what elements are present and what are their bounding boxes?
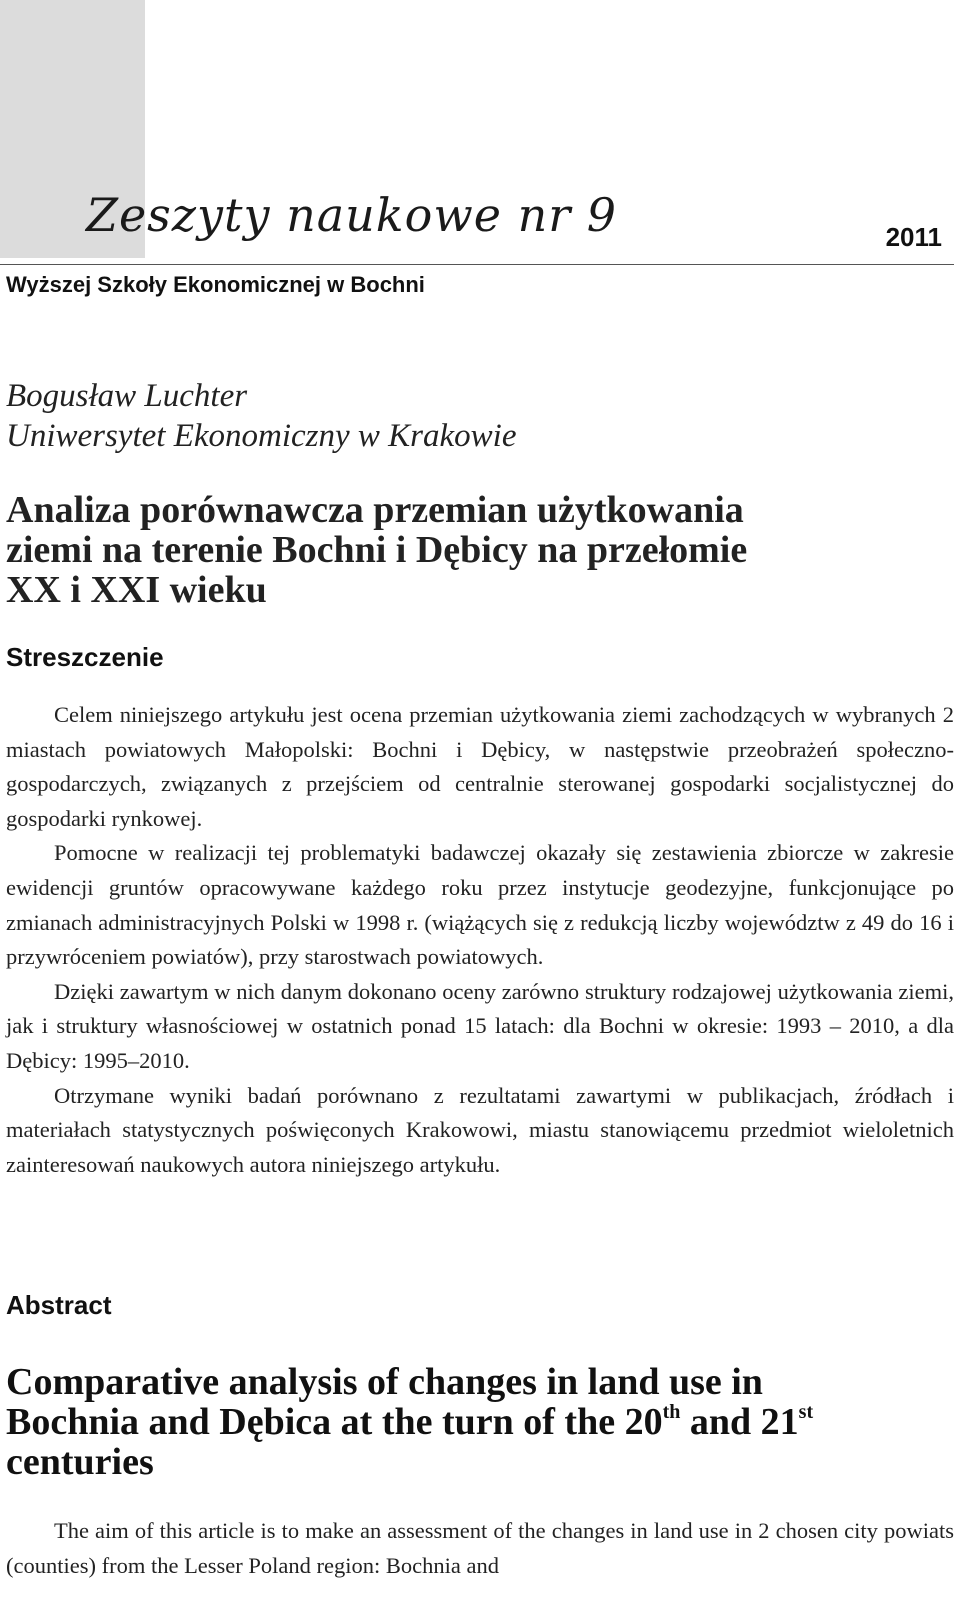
journal-title: Zeszyty naukowe nr 9 [86,188,618,242]
title-line: ziemi na terenie Bochni i Dębicy na przełomie [6,529,748,571]
abstract-body [6,1514,954,1583]
author-name: Bogusław Luchter [6,378,248,414]
abstract-heading: Abstract [6,1290,112,1320]
streszczenie-body [6,698,954,1182]
title-line: Comparative analysis of changes in land use in [6,1361,763,1403]
article-title-polish [6,490,906,610]
title-line: XX i XXI wieku [6,569,267,611]
author-block [6,376,517,456]
article-title-english [6,1362,946,1482]
streszczenie-paragraph: Dzięki zawartym w nich danym dokonano oceny zarówno struktury rodzajowej użytkowania ziemi, jak i struktury własnościowej w ostatnich ponad 15 latach: dla Bochni w okresie: 1993 – 2010, a dla Dębicy: 1995–2010. [6,978,954,1073]
journal-year: 2011 [885,222,942,252]
header-rule [0,264,954,265]
title-fragment: Bochnia and Dębica at the turn of the 20 [6,1401,663,1443]
title-superscript: th [662,1401,681,1423]
title-fragment: and 21 [680,1401,799,1443]
streszczenie-paragraph: Otrzymane wyniki badań porównano z rezultatami zawartymi w publikacjach, źródłach i materiałach statystycznych poświęconych Krakowowi, miastu stanowiącemu przedmiot wieloletnich zainteresowań naukowych autora niniejszego artykułu. [6,1082,954,1177]
title-line: Analiza porównawcza przemian użytkowania [6,489,744,531]
abstract-paragraph: The aim of this article is to make an assessment of the changes in land use in 2 chosen city powiats (counties) from the Lesser Poland region: Bochnia and [6,1518,954,1578]
streszczenie-heading: Streszczenie [6,642,164,672]
title-line: centuries [6,1441,154,1483]
title-line [6,1402,946,1442]
title-superscript: st [798,1401,814,1423]
streszczenie-paragraph: Celem niniejszego artykułu jest ocena przemian użytkowania ziemi zachodzących w wybranych 2 miastach powiatowych Małopolski: Bochni i Dębicy, w następstwie przeobrażeń społeczno-gospodarczych, związanych z przejściem od centralnie sterowanej gospodarki socjalistycznej do gospodarki rynkowej. [6,702,954,831]
school-name: Wyższej Szkoły Ekonomicznej w Bochni [6,272,425,297]
streszczenie-paragraph: Pomocne w realizacji tej problematyki badawczej okazały się zestawienia zbiorcze w zakresie ewidencji gruntów opracowywane każdego roku przez instytucje geodezyjne, funkcjonujące po zmianach administracyjnych Polski w 1998 r. (wiążących się z redukcją liczby województw z 49 do 16 i przywróceniem powiatów), przy starostwach powiatowych. [6,840,954,970]
author-affiliation: Uniwersytet Ekonomiczny w Krakowie [6,418,517,454]
